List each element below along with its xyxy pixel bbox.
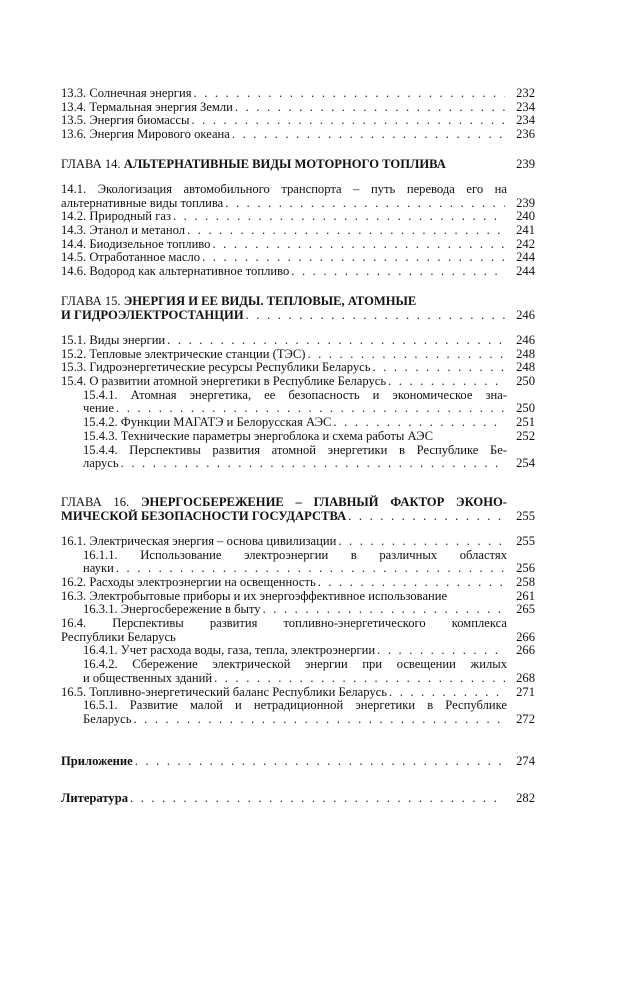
page-number: 250 [516,401,535,416]
page-number: 236 [516,127,535,142]
toc-entry-16-3-1: 16.3.1. Энергосбережение в быту . . . 265 [61,603,535,617]
toc-entry-15-1: 15.1. Виды энергии . . . 246 [61,334,535,348]
toc-entry-13-3: 13.3. Солнечная энергия . . . 232 [61,87,535,101]
toc-entry-14-4: 14.4. Биодизельное топливо . . . 242 [61,238,535,252]
page-number: 246 [516,307,535,322]
page-number: 248 [516,360,535,375]
toc-entry-15-3: 15.3. Гидроэнергетические ресурсы Республики Беларусь . . . 248 [61,361,535,375]
page-number: 239 [516,195,535,210]
chapter-15-title: ЭНЕРГИЯ И ЕЕ ВИДЫ. ТЕПЛОВЫЕ, АТОМНЫЕ [123,294,417,308]
toc-entry-16-5-1-line1: 16.5.1. Развитие малой и нетрадиционной энергетики в Республике [83,698,507,713]
toc-entry-16-5: 16.5. Топливно-энергетический баланс Республики Беларусь . . . 271 [61,686,535,700]
page-number: 268 [516,670,535,685]
toc-entry-16-1-1-line1: 16.1.1. Использование электроэнергии в различных областях [83,547,507,562]
toc-block-ch13 [61,87,535,142]
toc-entry-appendix: Приложение . . . 274 [61,755,535,769]
toc-entry-15-4-3: 15.4.3. Технические параметры энергоблока и схема работы АЭС 252 [83,428,535,443]
toc-block-ch16 [61,496,535,523]
toc-entry-16-4-1: 16.4.1. Учет расхода воды, газа, тепла, электроэнергии . . . 266 [61,645,535,659]
page-number: 251 [516,415,535,430]
page-number: 242 [516,236,535,251]
toc-entry-15-4: 15.4. О развитии атомной энергетики в Республике Беларусь . . . 250 [61,375,535,389]
toc-entry-14-6: 14.6. Водород как альтернативное топливо . . . 244 [61,265,535,279]
chapter-15-heading-line2: И ГИДРОЭЛЕКТРОСТАНЦИИ . . . 246 [61,309,535,323]
toc-entry-15-4-2: 15.4.2. Функции МАГАТЭ и Белорусская АЭС . . . 251 [61,416,535,430]
toc-block-literature [61,792,535,806]
toc-entry-16-2: 16.2. Расходы электроэнергии на освещенность . . . 258 [61,576,535,590]
toc-entry-13-4: 13.4. Термальная энергия Земли . . . 234 [61,101,535,115]
toc-entry-14-3: 14.3. Этанол и метанол . . . 241 [61,224,535,238]
toc-entry-16-5-1-line2: Беларусь . . . 272 [61,713,535,727]
toc-entry-13-5: 13.5. Энергия биомассы . . . 234 [61,114,535,128]
toc-entry-14-5: 14.5. Отработанное масло . . . 244 [61,251,535,265]
chapter-16-heading-line2: МИЧЕСКОЙ БЕЗОПАСНОСТИ ГОСУДАРСТВА . . . 255 [61,510,535,524]
page-number: 266 [516,629,535,644]
page-number: 244 [516,264,535,279]
toc-entry-13-6: 13.6. Энергия Мирового океана . . . 236 [61,128,535,142]
toc-entry-15-4-1-line2: чение . . . 250 [61,402,535,416]
page-number: 232 [516,85,535,100]
toc-block-ch14-items [61,183,535,279]
page-number: 234 [516,113,535,128]
page-number: 266 [516,643,535,658]
toc-entry-16-4-2-line2: и общественных зданий . . . 268 [61,672,535,686]
page-number: 244 [516,250,535,265]
page-number: 246 [516,332,535,347]
page-number: 282 [516,790,535,805]
toc-entry-16-4-line2: Республики Беларусь 266 [61,629,535,644]
toc-entry-16-3: 16.3. Электробытовые приборы и их энергоэффективное использование 261 [61,588,535,603]
page-number: 261 [516,588,535,603]
page-number: 250 [516,374,535,389]
page-number: 271 [516,684,535,699]
toc-entry-16-1-1-line2: науки . . . 256 [61,562,535,576]
chapter-16-heading-line1: ГЛАВА 16. ЭНЕРГОСБЕРЕЖЕНИЕ – ГЛАВНЫЙ ФАКТОР ЭКОНО- [61,495,507,509]
toc-entry-15-4-4-line1: 15.4.4. Перспективы развития атомной энергетики в Республике Бе- [83,442,507,457]
page-number: 255 [516,533,535,548]
page-number: 265 [516,602,535,617]
page-number: 248 [516,346,535,361]
page-number: 274 [516,753,535,768]
page-number: 256 [516,561,535,576]
toc-block-ch15 [61,295,535,322]
page-number: 272 [516,711,535,726]
toc-block-ch16-items [61,535,535,727]
toc-entry-14-2: 14.2. Природный газ . . . 240 [61,210,535,224]
page-number: 234 [516,99,535,114]
page-number: 254 [516,456,535,471]
page-number: 239 [516,156,535,171]
page-number: 240 [516,209,535,224]
toc-block-appendix [61,755,535,769]
toc-entry-16-1: 16.1. Электрическая энергия – основа цивилизации . . . 255 [61,535,535,549]
toc-entry-15-4-4-line2: ларусь . . . 254 [61,457,535,471]
page-number: 255 [516,508,535,523]
chapter-15-heading-line1: ГЛАВА 15. ЭНЕРГИЯ И ЕЕ ВИДЫ. ТЕПЛОВЫЕ, АТОМНЫЕ [61,294,417,308]
chapter-14-title: АЛЬТЕРНАТИВНЫЕ ВИДЫ МОТОРНОГО ТОПЛИВА [123,156,446,171]
page-number: 252 [516,428,535,443]
toc-entry-16-4-line1: 16.4. Перспективы развития топливно-энергетического комплекса [61,616,507,631]
toc-block-ch14 [61,158,535,172]
chapter-16-title: ЭНЕРГОСБЕРЕЖЕНИЕ – ГЛАВНЫЙ ФАКТОР ЭКОНО- [140,495,507,509]
toc-entry-15-4-1-line1: 15.4.1. Атомная энергетика, ее безопасность и экономическое зна- [83,387,507,402]
toc-entry-14-1-line2: альтернативные виды топлива . . . 239 [61,197,535,211]
chapter-14-heading: ГЛАВА 14. АЛЬТЕРНАТИВНЫЕ ВИДЫ МОТОРНОГО ТОПЛИВА 239 [61,156,535,171]
toc-entry-16-4-2-line1: 16.4.2. Сбережение электрической энергии при освещении жилых [83,657,507,672]
toc-entry-15-2: 15.2. Тепловые электрические станции (ТЭС) . . . 248 [61,348,535,362]
page-number: 241 [516,223,535,238]
toc-block-ch15-items [61,334,535,471]
toc-entry-literature: Литература . . . 282 [61,792,535,806]
toc-entry-14-1-line1: 14.1. Экологизация автомобильного транспорта – путь перевода его на [61,182,507,196]
page-number: 258 [516,575,535,590]
